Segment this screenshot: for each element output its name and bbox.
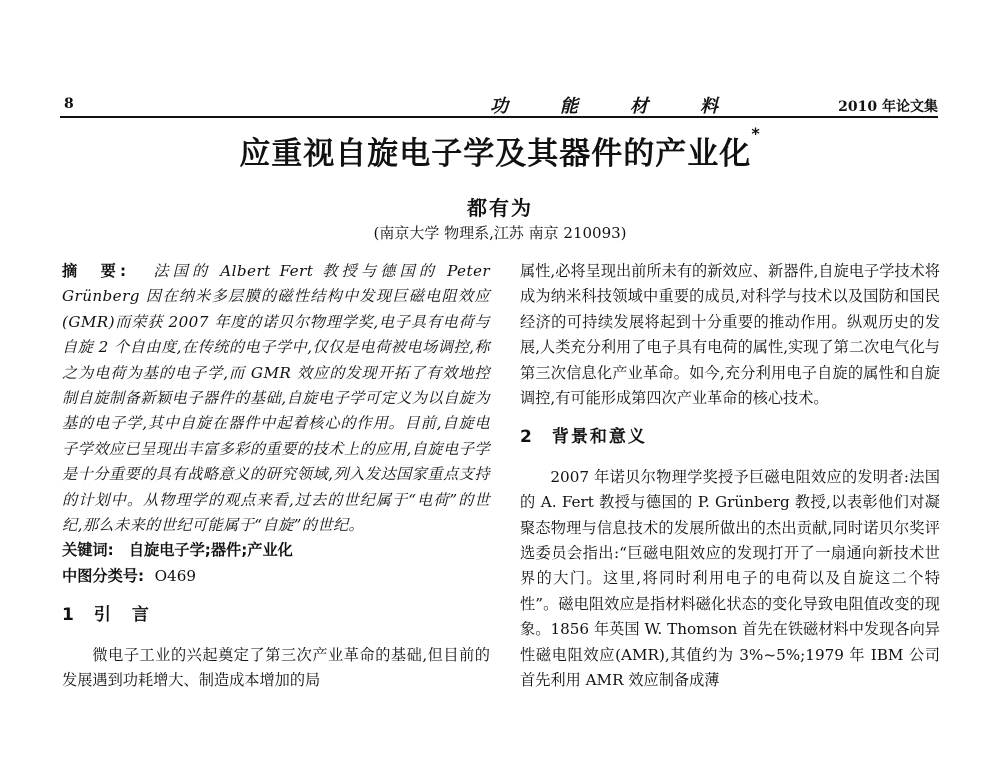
keywords: 关键词: 自旋电子学;器件;产业化 [62, 541, 293, 560]
abstract-label: 摘 要: [62, 262, 127, 280]
abstract [62, 259, 490, 538]
author-affiliation: (南京大学 物理系,江苏 南京 210093) [373, 224, 627, 242]
running-header [60, 92, 938, 118]
paper-title [0, 124, 1000, 173]
abstract-text: 法国的 Albert Fert 教授与德国的 Peter Grünberg 因在纳米多层膜的磁性结构中发现巨磁电阻效应(GMR)而荣获 2007 年度的诺贝尔物理学奖,电子具有电荷与自旋 2 个自由度,在传统的电子学中,仅仅是电荷被电场调控,称之为电荷为基的电子学,而 GMR 效应的发现开拓了有效地控制自旋制备新颖电子器件的基础,自旋电子学可定义为以自旋为基的电子学,其中自旋在器件中起着核心的作用。目前,自旋电子学效应已呈现出丰富多彩的重要的技术上的应用,自旋电子学是十分重要的具有战略意义的研究领域,列入发达国家重点支持的计划中。从物理学的观点来看,过去的世纪属于“电荷”的世纪,那么未来的世纪可能属于“自旋”的世纪。 [62, 262, 490, 535]
title-footnote-mark: * [751, 124, 761, 143]
section-1-title: 引 言 [93, 605, 151, 626]
section-2-title: 背景和意义 [551, 427, 647, 448]
classification-value: O469 [154, 566, 197, 585]
section-1-number: 1 [62, 605, 76, 626]
intro-continuation: 属性,必将呈现出前所未有的新效应、新器件,自旋电子学技术将成为纳米科技领域中重要的成员,对科学与技术以及国防和国民经济的可持续发展将起到十分重要的推动作用。纵观历史的发展,人类充分利用了电子具有电荷的属性,实现了第二次电气化与第三次信息化产业革命。如今,充分利用电子自旋的属性和自旋调控,有可能形成第四次产业革命的核心技术。 [520, 262, 940, 408]
section-2-body: 2007 年诺贝尔物理学奖授予巨磁电阻效应的发明者:法国的 A. Fert 教授与德国的 P. Grünberg 教授,以表彰他们对凝聚态物理与信息技术的发展所做出的杰出贡献,同时诺贝尔奖评选委员会指出:“巨磁电阻效应的发现打开了一扇通向新技术世界的大门。这里,将同时利用电子的电荷以及自旋这二个特性”。磁电阻效应是指材料磁化状态的变化导致电阻值改变的现象。1856 年英国 W. Thomson 首先在铁磁材料中发现各向异性磁电阻效应(AMR),其值约为 3%~5%;1979 年 IBM 公司首先利用 AMR 效应制备成薄 [520, 467, 940, 690]
right-column [520, 259, 940, 694]
volume-label: 2010 年论文集 [838, 99, 938, 115]
page-number: 8 [64, 96, 74, 112]
left-column [62, 259, 490, 694]
classification-label: 中图分类号: [62, 566, 145, 585]
author-name: 都有为 [467, 196, 533, 220]
journal-name: 功能材料 [490, 96, 770, 117]
classification [62, 564, 490, 589]
section-2-number: 2 [520, 427, 534, 448]
section-1-body: 微电子工业的兴起奠定了第三次产业革命的基础,但目前的发展遇到功耗增大、制造成本增加的局 [62, 645, 490, 690]
section-1-heading [62, 603, 490, 628]
section-2-heading [520, 425, 940, 450]
paper-title-text: 应重视自旋电子学及其器件的产业化 [239, 136, 752, 172]
